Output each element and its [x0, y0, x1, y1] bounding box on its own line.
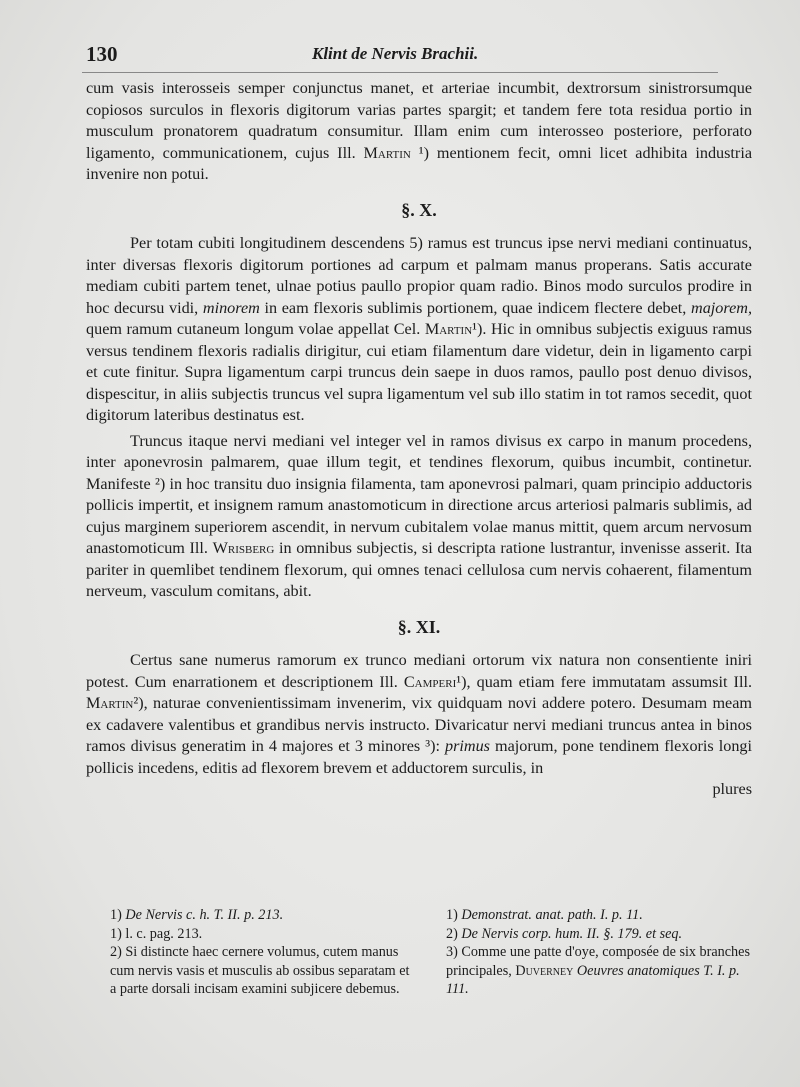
author-name: Martin: [424, 320, 473, 338]
section-x-paragraph-2: Truncus itaque nervi mediani vel integer vel in ramos divisus ex carpo in manum procedens, inter aponevrosin palmarem, quae illum tegit, et tendines flexorum, quibus incumbit, continetur. Manifeste ²) in hoc transitu duo insignia filamenta, tam aponevrosi palmari, quam principio adductoris pollicis impertit, et insignem ramum anastomoticum in directione arcus arteriosi palmaris sublimis, ad cujus marginem superiorem ascendit, in nervum cubitalem volae manus mittit, quem arcum nervosum anastomoticum Ill. Wrisberg in omnibus subjectis, si descripta ratione lustrantur, invenisse asserit. Ita pariter in quemlibet tendinem flexorum, qui omnes tenaci cellulosa cum nervis cohaerent, filamentum nerveum, vasculum comitans, abit.: [86, 431, 753, 600]
author-name: Camperi: [403, 672, 457, 691]
footnote: 2) Si distincte haec cernere volumus, cutem manus cum nervis vasis et musculis ab ossibus separatam et a parte dorsali incisam examini subjicere debemus.: [110, 944, 410, 997]
running-title: Klint de Nervis Brachii.: [312, 44, 479, 63]
footnotes-left-column: [110, 906, 410, 999]
footnote: 1) De Nervis c. h. T. II. p. 213.: [110, 907, 284, 923]
page-number: 130: [86, 42, 118, 66]
footnote: 1) l. c. pag. 213.: [110, 925, 203, 942]
footnotes-right-column: [446, 906, 762, 999]
main-text: [86, 78, 752, 801]
author-name: Martin: [86, 694, 134, 712]
page-header: [80, 38, 720, 72]
section-x-paragraph-1: Per totam cubiti longitudinem descendens 5) ramus est truncus ipse nervi mediani continuatus, inter diversas flexoris digitorum portiones ad carpum et palmam manus properans. Satis accurate mediam cubiti partem tenet, ulnae potius paullo propior quam radio. Binos modo surculos prodire in hoc decursu vidi, minorem in eam flexoris sublimis portionem, quae indicem flectere debet, majorem, quem ramum cutaneum longum volae appellat Cel. Martin¹). Hic in omnibus subjectis exiguus ramus versus tendinem flexoris radialis dirigitur, cui etiam filamentum dare videtur, dein in ligamento carpi et cute finitur. Supra ligamentum carpi truncus dein saepe in duos ramos, paullo post denuo divisos, dispescitur, in aliis subjectis truncus vel supra ligamentum vel sub illo statim in tot ramos secedit, quot digitorum lateribus destinatus est.: [86, 234, 752, 424]
catchword: plures: [712, 780, 752, 798]
footnote: 2) De Nervis corp. hum. II. §. 179. et seq.: [446, 925, 683, 942]
section-xi-paragraph-1: Certus sane numerus ramorum ex trunco mediani ortorum vix natura non consentiente iniri potest. Cum enarrationem et descriptionem Ill. Camperi¹), quam etiam fere immutatam assumsit Ill. Martin²), naturae convenientissimam invenerim, vix quidquam novi addere potero. Desumam meam ex cadavere valentibus et grandibus nervis instructo. Divaricatur nervi mediani truncus antea in binos ramos divisus generatim in 4 majores et 3 minores ³): primus majorum, pone tendinem flexoris longi pollicis incedens, editis ad flexorem brevem et adductorem surculis, in: [86, 651, 753, 777]
author-name: Duverney: [515, 962, 574, 979]
section-heading-x: §. X.: [401, 199, 437, 220]
footnote: 1) Demonstrat. anat. path. I. p. 11.: [446, 907, 643, 923]
header-rule: [82, 72, 718, 73]
author-name: Wrisberg: [212, 539, 275, 557]
section-heading-xi: §. XI.: [397, 616, 441, 637]
footnote: 3) Comme une patte d'oye, composée de six branches principales, Duverney Oeuvres anatomiques T. I. p. 111.: [446, 944, 750, 997]
author-name: Martin: [363, 143, 411, 162]
continued-paragraph: cum vasis interosseis semper conjunctus manet, et arteriae incumbit, dextrorsum sinistrorsumque copiosos surculos in flexoris digitorum varias partes spargit; et tandem fere tota residua portio in musculum pronatorem quadratum consumitur. Illam enim cum interosseo posteriore, perforato ligamento, communicationem, cujus Ill. Martin ¹) mentionem fecit, omni licet adhibita industria invenire non potui.: [86, 79, 753, 183]
